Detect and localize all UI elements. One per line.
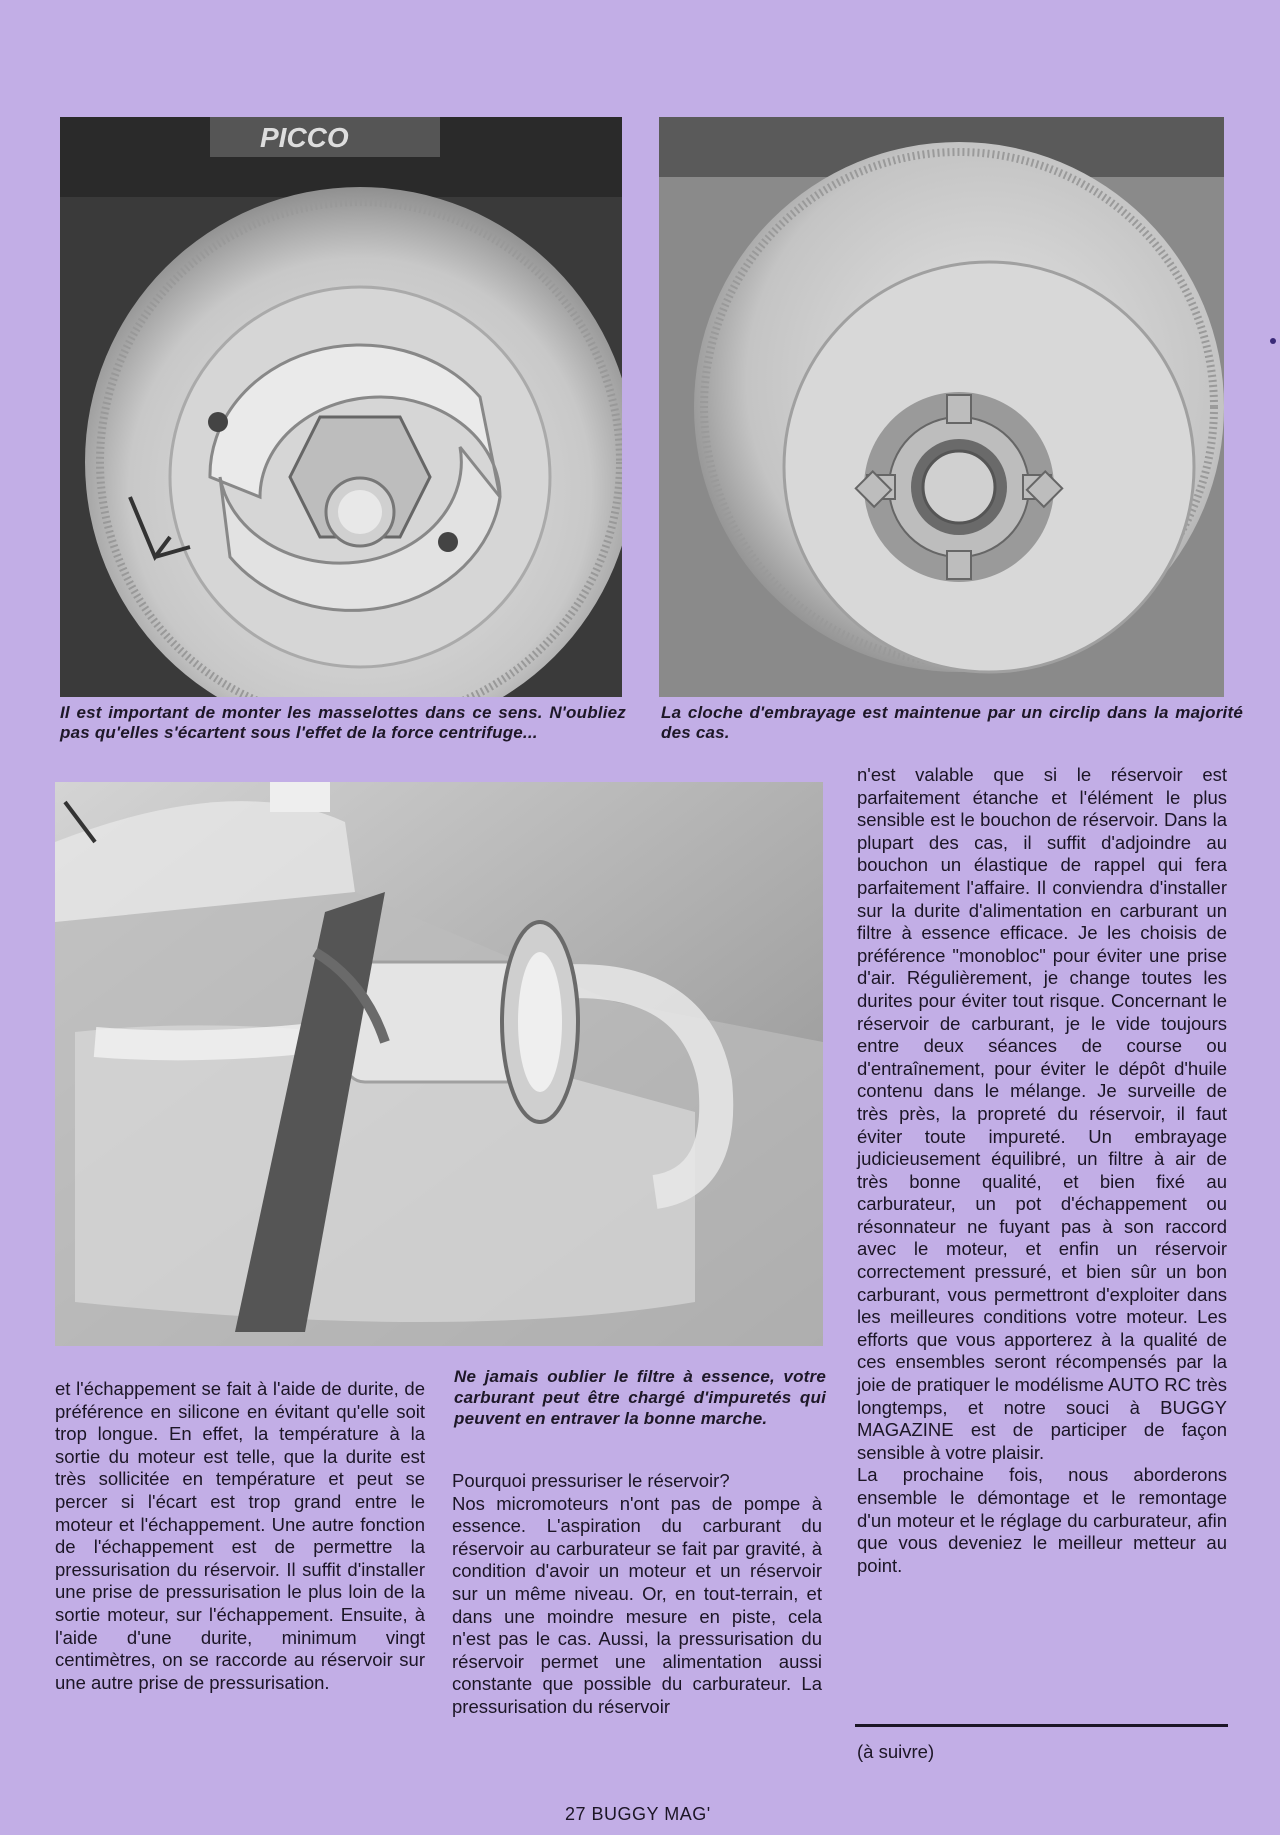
paragraph: Nos micromoteurs n'ont pas de pompe à essence. L'aspiration du carburant du réservoir au carburateur se fait par gravité, à condition d'avoir un moteur et un réservoir sur un même niveau. Or, en tout-terrain, et dans une moindre mesure en piste, cela n'est pas le cas. Aussi, la pressurisation du réservoir permet une alimentation aussi constante que possible du carburateur. La pressurisation du réservoir bbox=[452, 1492, 822, 1717]
to-be-continued: (à suivre) bbox=[857, 1741, 935, 1762]
photo-clutch-weights bbox=[60, 117, 622, 697]
page-number: 27 bbox=[565, 1804, 587, 1824]
paragraph: La prochaine fois, nous aborderons ensemble le démontage et le remontage d'un moteur et le réglage du carburateur, afin que vous deveniez le meilleur metteur au point. bbox=[857, 1464, 1227, 1576]
margin-dot bbox=[1270, 338, 1276, 344]
photo-clutch-bell bbox=[659, 117, 1224, 697]
text-column-left bbox=[55, 1378, 425, 1694]
paragraph: et l'échappement se fait à l'aide de durite, de préférence en silicone en évitant qu'elle soit trop longue. En effet, la température à la sortie du moteur est telle, que la durite est très sollicitée en température et peut se percer si l'écart est trop grand entre le moteur et l'échappement. Une autre fonction de l'échappement est de permettre la pressurisation du réservoir. Il suffit d'installer une prise de pressurisation le plus loin de la sortie moteur, sur l'échappement. Ensuite, à l'aide d'une durite, minimum vingt centimètres, on se raccorde au réservoir sur une autre prise de pressurisation. bbox=[55, 1378, 425, 1693]
caption-top-right: La cloche d'embrayage est maintenue par un circlip dans la majorité des cas. bbox=[661, 703, 1243, 742]
caption-fuel-filter: Ne jamais oublier le filtre à essence, votre carburant peut être chargé d'impuretés qui peuvent en entraver la bonne marche. bbox=[454, 1367, 826, 1428]
magazine-name: BUGGY MAG' bbox=[591, 1804, 711, 1824]
text-column-middle bbox=[452, 1470, 822, 1719]
divider bbox=[855, 1724, 1228, 1727]
photo-fuel-filter bbox=[55, 782, 823, 1346]
picco-logo: PICCO bbox=[260, 122, 349, 153]
section-heading: Pourquoi pressuriser le réservoir? bbox=[452, 1470, 730, 1491]
caption-top-left: Il est important de monter les masselottes dans ce sens. N'oubliez pas qu'elles s'écartent sous l'effet de la force centrifuge... bbox=[60, 703, 626, 742]
text-column-right bbox=[857, 764, 1227, 1577]
paragraph: n'est valable que si le réservoir est parfaitement étanche et l'élément le plus sensible est le bouchon de réservoir. Dans la plupart des cas, il suffit d'adjoindre au bouchon un élastique de rappel qui fera parfaitement l'affaire. Il conviendra d'installer sur la durite d'alimentation en carburant un filtre à essence efficace. Je les choisis de préférence "monobloc" pour éviter une prise d'air. Régulièrement, je change toutes les durites pour éviter tout risque. Concernant le réservoir de carburant, je le vide toujours entre deux séances de course ou d'entraînement, pour éviter le dépôt d'huile contenu dans le mélange. Je surveille de très près, la propreté du réservoir, il faut éviter toute impureté. Un embrayage judicieusement équilibré, un filtre à air de très bonne qualité, et bien fixé au carburateur, un pot d'échappement ou résonnateur ne fuyant pas à son raccord avec le moteur, et enfin un réservoir correctement pressuré, et bien sûr un bon carburant, vous permettront d'exploiter dans les meilleures conditions votre moteur. Les efforts que vous apporterez à la qualité de ces ensembles seront récompensés par la joie de pratiquer le modélisme AUTO RC très longtemps, et notre souci à BUGGY MAGAZINE est de participer de façon sensible à votre plaisir. bbox=[857, 764, 1227, 1463]
page-footer bbox=[565, 1804, 711, 1825]
